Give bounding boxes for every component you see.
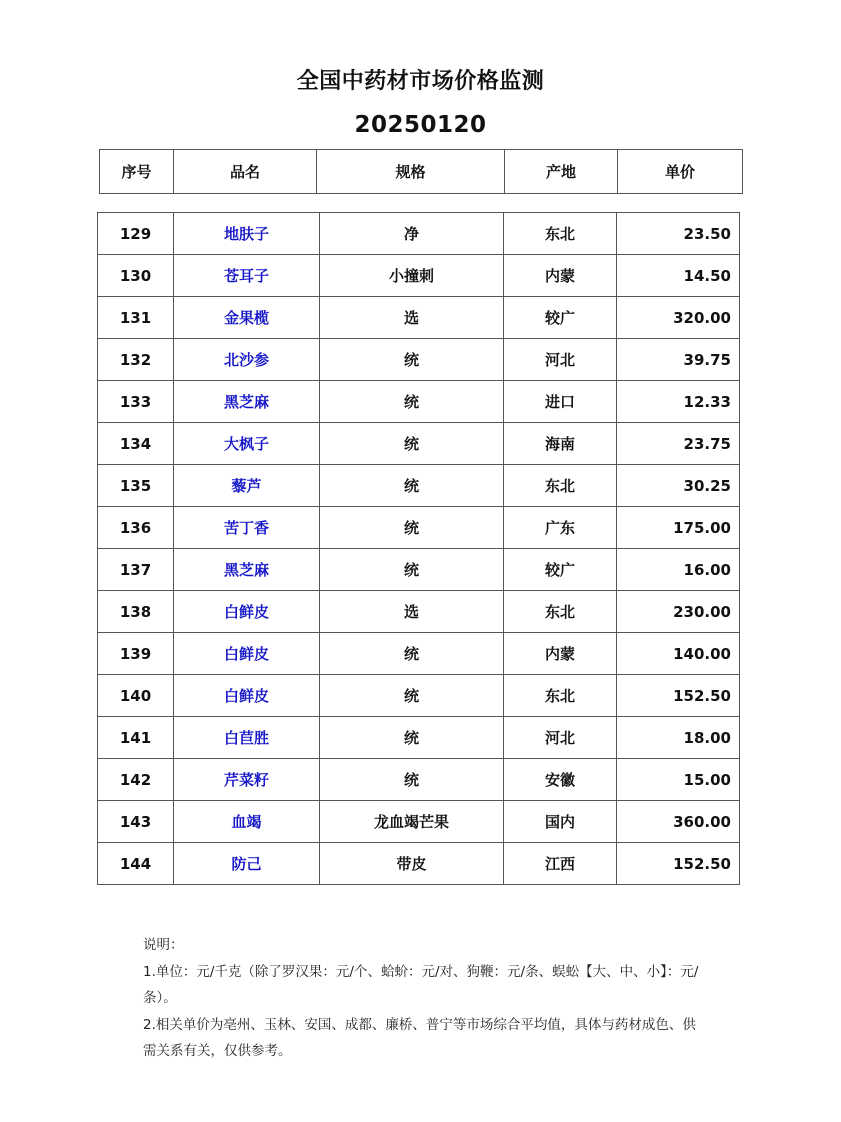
column-header-origin: 产地 [505, 150, 618, 194]
cell-spec: 统 [320, 549, 504, 591]
table-row [98, 549, 740, 591]
cell-price: 152.50 [617, 675, 740, 717]
table-row [98, 591, 740, 633]
cell-no: 144 [98, 843, 174, 885]
cell-no: 129 [98, 213, 174, 255]
cell-spec: 选 [320, 591, 504, 633]
cell-name: 防己 [174, 843, 320, 885]
cell-price: 152.50 [617, 843, 740, 885]
cell-price: 360.00 [617, 801, 740, 843]
table-row [98, 843, 740, 885]
table-row [98, 213, 740, 255]
cell-no: 130 [98, 255, 174, 297]
cell-price: 15.00 [617, 759, 740, 801]
notes-heading: 说明： [143, 937, 184, 953]
cell-price: 23.50 [617, 213, 740, 255]
cell-name: 金果榄 [174, 297, 320, 339]
cell-name: 北沙参 [174, 339, 320, 381]
cell-name: 黑芝麻 [174, 549, 320, 591]
table-row [98, 339, 740, 381]
column-header-spec: 规格 [317, 150, 505, 194]
cell-name: 白鲜皮 [174, 633, 320, 675]
cell-price: 230.00 [617, 591, 740, 633]
cell-name: 芹菜籽 [174, 759, 320, 801]
cell-origin: 海南 [504, 423, 617, 465]
notes [143, 932, 703, 1065]
cell-price: 18.00 [617, 717, 740, 759]
cell-origin: 河北 [504, 339, 617, 381]
cell-spec: 统 [320, 423, 504, 465]
cell-price: 39.75 [617, 339, 740, 381]
cell-no: 142 [98, 759, 174, 801]
column-header-name: 品名 [174, 150, 317, 194]
cell-price: 140.00 [617, 633, 740, 675]
cell-spec: 统 [320, 339, 504, 381]
cell-origin: 较广 [504, 297, 617, 339]
table-row [98, 507, 740, 549]
cell-origin: 东北 [504, 213, 617, 255]
cell-no: 133 [98, 381, 174, 423]
cell-origin: 广东 [504, 507, 617, 549]
cell-price: 14.50 [617, 255, 740, 297]
cell-origin: 河北 [504, 717, 617, 759]
table-row [98, 255, 740, 297]
cell-origin: 东北 [504, 591, 617, 633]
cell-no: 136 [98, 507, 174, 549]
report-date: 20250120 [354, 112, 487, 138]
notes-line-2: 2.相关单价为亳州、玉林、安国、成都、廉桥、普宁等市场综合平均值，具体与药材成色、供需关系有关，仅供参考。 [143, 1016, 696, 1059]
cell-name: 白鲜皮 [174, 675, 320, 717]
table-row [98, 801, 740, 843]
cell-spec: 统 [320, 381, 504, 423]
cell-spec: 统 [320, 675, 504, 717]
cell-no: 143 [98, 801, 174, 843]
cell-no: 141 [98, 717, 174, 759]
cell-name: 藜芦 [174, 465, 320, 507]
cell-origin: 江西 [504, 843, 617, 885]
table-row [98, 423, 740, 465]
page-title: 全国中药材市场价格监测 [296, 69, 545, 94]
cell-no: 139 [98, 633, 174, 675]
cell-no: 131 [98, 297, 174, 339]
cell-name: 苦丁香 [174, 507, 320, 549]
cell-spec: 统 [320, 717, 504, 759]
cell-spec: 带皮 [320, 843, 504, 885]
cell-name: 白苣胜 [174, 717, 320, 759]
cell-origin: 进口 [504, 381, 617, 423]
cell-name: 大枫子 [174, 423, 320, 465]
column-header-price: 单价 [618, 150, 743, 194]
cell-no: 140 [98, 675, 174, 717]
cell-spec: 统 [320, 633, 504, 675]
cell-origin: 内蒙 [504, 633, 617, 675]
cell-no: 134 [98, 423, 174, 465]
cell-spec: 统 [320, 759, 504, 801]
cell-no: 137 [98, 549, 174, 591]
table-row [98, 633, 740, 675]
cell-price: 320.00 [617, 297, 740, 339]
cell-no: 132 [98, 339, 174, 381]
table-row [98, 717, 740, 759]
cell-name: 黑芝麻 [174, 381, 320, 423]
cell-price: 12.33 [617, 381, 740, 423]
cell-origin: 较广 [504, 549, 617, 591]
cell-origin: 东北 [504, 465, 617, 507]
cell-spec: 小撞刺 [320, 255, 504, 297]
cell-origin: 国内 [504, 801, 617, 843]
table-row [98, 465, 740, 507]
cell-spec: 净 [320, 213, 504, 255]
cell-name: 血竭 [174, 801, 320, 843]
table-row [98, 759, 740, 801]
cell-spec: 选 [320, 297, 504, 339]
cell-price: 175.00 [617, 507, 740, 549]
cell-name: 白鲜皮 [174, 591, 320, 633]
cell-origin: 内蒙 [504, 255, 617, 297]
cell-spec: 龙血竭芒果 [320, 801, 504, 843]
cell-name: 苍耳子 [174, 255, 320, 297]
cell-price: 23.75 [617, 423, 740, 465]
table-row [98, 675, 740, 717]
cell-spec: 统 [320, 465, 504, 507]
table-header [99, 149, 743, 194]
price-table [97, 212, 740, 885]
cell-origin: 东北 [504, 675, 617, 717]
column-header-no: 序号 [100, 150, 174, 194]
notes-line-1: 1.单位：元/千克（除了罗汉果：元/个、蛤蚧：元/对、狗鞭：元/条、蜈蚣【大、中、小】：元/条）。 [143, 963, 699, 1006]
cell-origin: 安徽 [504, 759, 617, 801]
cell-spec: 统 [320, 507, 504, 549]
table-row [98, 297, 740, 339]
cell-no: 135 [98, 465, 174, 507]
cell-name: 地肤子 [174, 213, 320, 255]
cell-price: 16.00 [617, 549, 740, 591]
cell-price: 30.25 [617, 465, 740, 507]
cell-no: 138 [98, 591, 174, 633]
table-row [98, 381, 740, 423]
